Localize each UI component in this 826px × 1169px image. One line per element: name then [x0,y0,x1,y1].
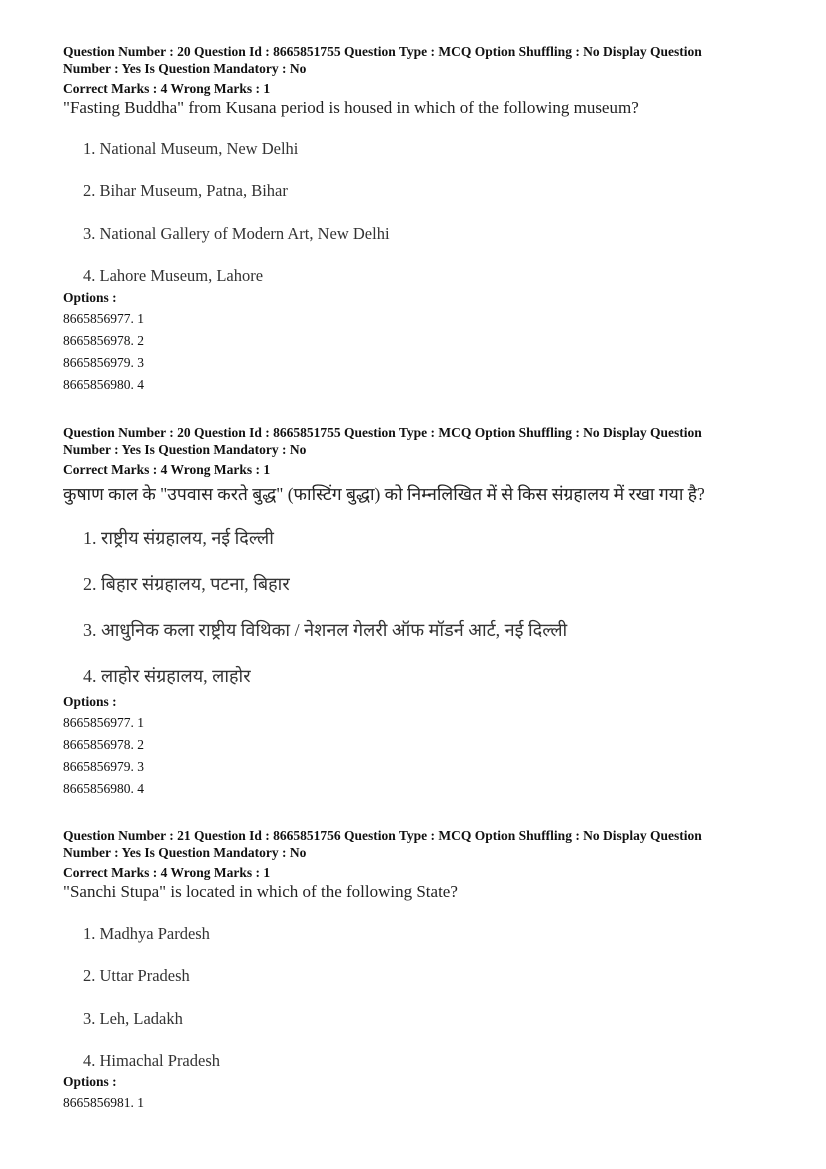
question-marks: Correct Marks : 4 Wrong Marks : 1 [63,865,271,880]
option-code: 8665856977. 1 [63,715,144,730]
option-item: 4. Himachal Pradesh [83,1051,221,1070]
question-text: कुषाण काल के "उपवास करते बुद्ध" (फास्टिंग बुद्धा) को निम्नलिखित में से किस संग्रहालय में रखा गया है? [63,484,705,504]
question-meta-line2: Number : Yes Is Question Mandatory : No [63,442,307,457]
options-label: Options : [63,290,117,305]
option-code: 8665856979. 3 [63,759,144,774]
question-meta-line1: Question Number : 21 Question Id : 8665851756 Question Type : MCQ Option Shuffling : No Display Question [63,828,702,843]
question-block [63,43,783,119]
options-label: Options : [63,694,117,709]
option-code: 8665856978. 2 [63,333,144,348]
option-item: 2. बिहार संग्रहालय, पटना, बिहार [83,574,290,594]
option-item: 3. आधुनिक कला राष्ट्रीय विथिका / नेशनल गेलरी ऑफ मॉडर्न आर्ट, नई दिल्ली [83,620,568,640]
option-item: 3. Leh, Ladakh [83,1009,183,1028]
question-block [63,827,783,903]
question-block [63,424,793,506]
option-code: 8665856981. 1 [63,1095,144,1110]
question-text: "Fasting Buddha" from Kusana period is housed in which of the following museum? [63,98,639,117]
option-item: 4. Lahore Museum, Lahore [83,266,264,285]
option-item: 1. Madhya Pardesh [83,924,210,943]
question-marks: Correct Marks : 4 Wrong Marks : 1 [63,81,271,96]
option-code: 8665856980. 4 [63,377,144,392]
option-code: 8665856979. 3 [63,355,144,370]
option-item: 3. National Gallery of Modern Art, New Delhi [83,224,390,243]
option-code: 8665856978. 2 [63,737,144,752]
option-item: 2. Uttar Pradesh [83,966,190,985]
question-marks: Correct Marks : 4 Wrong Marks : 1 [63,462,271,477]
option-code: 8665856980. 4 [63,781,144,796]
question-text: "Sanchi Stupa" is located in which of the following State? [63,882,458,901]
option-item: 1. National Museum, New Delhi [83,139,299,158]
options-label: Options : [63,1074,117,1089]
question-meta-line2: Number : Yes Is Question Mandatory : No [63,845,307,860]
option-item: 4. लाहोर संग्रहालय, लाहोर [83,666,251,686]
option-item: 1. राष्ट्रीय संग्रहालय, नई दिल्ली [83,528,274,548]
question-meta-line1: Question Number : 20 Question Id : 8665851755 Question Type : MCQ Option Shuffling : No Display Question [63,44,702,59]
question-meta-line2: Number : Yes Is Question Mandatory : No [63,61,307,76]
question-meta-line1: Question Number : 20 Question Id : 8665851755 Question Type : MCQ Option Shuffling : No Display Question [63,425,702,440]
option-item: 2. Bihar Museum, Patna, Bihar [83,181,288,200]
option-code: 8665856977. 1 [63,311,144,326]
